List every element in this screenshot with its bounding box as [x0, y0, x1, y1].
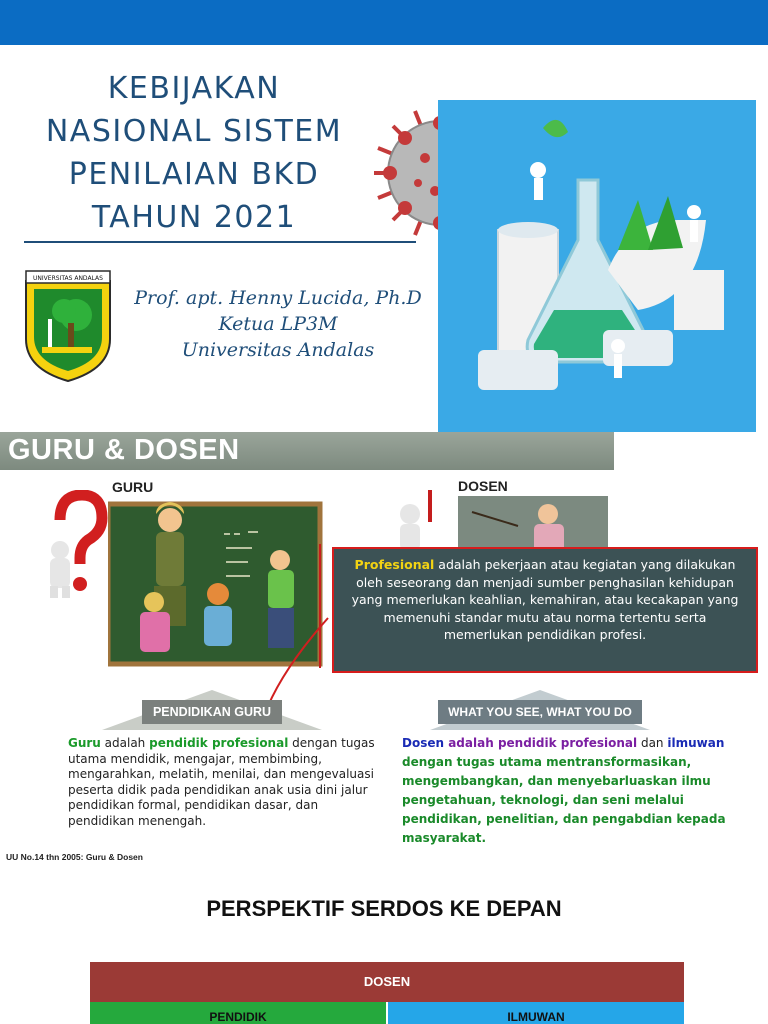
slide-title-heading	[14, 67, 374, 239]
label-guru: GURU	[112, 479, 154, 495]
dosen-term: Dosen	[402, 736, 445, 750]
slide-title	[0, 45, 768, 405]
dosen-term-3: ilmuwan	[667, 736, 725, 750]
title-line: KEBIJAKAN	[107, 71, 281, 106]
guru-term-2: pendidik profesional	[149, 736, 289, 750]
author-institution: Universitas Andalas	[181, 339, 375, 361]
dosen-text-3: dengan tugas utama mentransformasikan, mengembangkan, dan menyebarluaskan ilmu pengetahuan, teknologi, dan seni melalui pendidikan, penelitian, dan pengabdian kepada masyarakat.	[402, 755, 726, 845]
university-logo-icon	[18, 265, 118, 385]
question-mark-figure-icon	[40, 490, 110, 600]
guru-term: Guru	[68, 736, 101, 750]
author-name: Prof. apt. Henny Lucida, Ph.D	[134, 287, 422, 309]
top-blue-bar	[0, 0, 768, 45]
professional-definition-callout	[332, 547, 758, 673]
logo-text: UNIVERSITAS ANDALAS	[33, 275, 103, 282]
title-line: PENILAIAN BKD	[68, 157, 320, 192]
author-block	[118, 285, 438, 363]
slide-guru-dosen	[0, 432, 768, 864]
law-footnote: UU No.14 thn 2005: Guru & Dosen	[6, 852, 143, 862]
laboratory-flask-icon	[438, 100, 756, 436]
roof-label-left	[102, 688, 322, 730]
guru-definition	[68, 736, 378, 829]
lecturer-illustration	[388, 482, 614, 552]
wysiwyd-label: WHAT YOU SEE, WHAT YOU DO	[438, 700, 642, 724]
author-position: Ketua LP3M	[218, 313, 338, 335]
roof-label-right	[430, 688, 650, 730]
section-banner	[0, 432, 614, 470]
dosen-definition	[402, 734, 732, 848]
banner-title: GURU & DOSEN	[8, 434, 240, 466]
callout-highlight: Profesional	[354, 557, 435, 572]
title-underline	[24, 241, 416, 243]
slide-perspektif	[0, 864, 768, 1024]
guru-text-2: dengan tugas utama mendidik, mengajar, membimbing, mengarahkan, melatih, menilai, dan mengevaluasi peserta didik pada pendidikan anak usia dini jalur pendidikan formal, pendidikan dasar, dan pendidikan menengah.	[68, 736, 375, 828]
pendidikan-guru-label: PENDIDIKAN GURU	[142, 700, 282, 724]
table-header-dosen: DOSEN	[90, 962, 684, 1002]
table-col-ilmuwan: ILMUWAN	[388, 1002, 684, 1024]
guru-text-1: adalah	[100, 736, 150, 750]
title-line: NASIONAL SISTEM	[45, 114, 343, 149]
callout-text: adalah pekerjaan atau kegiatan yang dilakukan oleh seseorang dan menjadi sumber penghasilan kehidupan yang memerlukan keahlian, kemahiran, atau kecakapan yang memenuhi standar mutu atau norma tertentu serta memerlukan pendidikan profesi.	[351, 557, 739, 642]
table-col-pendidik: PENDIDIK	[90, 1002, 386, 1024]
perspektif-title: PERSPEKTIF SERDOS KE DEPAN	[206, 896, 562, 921]
title-line: TAHUN 2021	[91, 200, 297, 235]
dosen-text-2: dan	[637, 736, 668, 750]
dosen-text-1: adalah	[444, 736, 498, 750]
label-dosen: DOSEN	[458, 478, 508, 494]
dosen-term-2: pendidik profesional	[497, 736, 638, 750]
